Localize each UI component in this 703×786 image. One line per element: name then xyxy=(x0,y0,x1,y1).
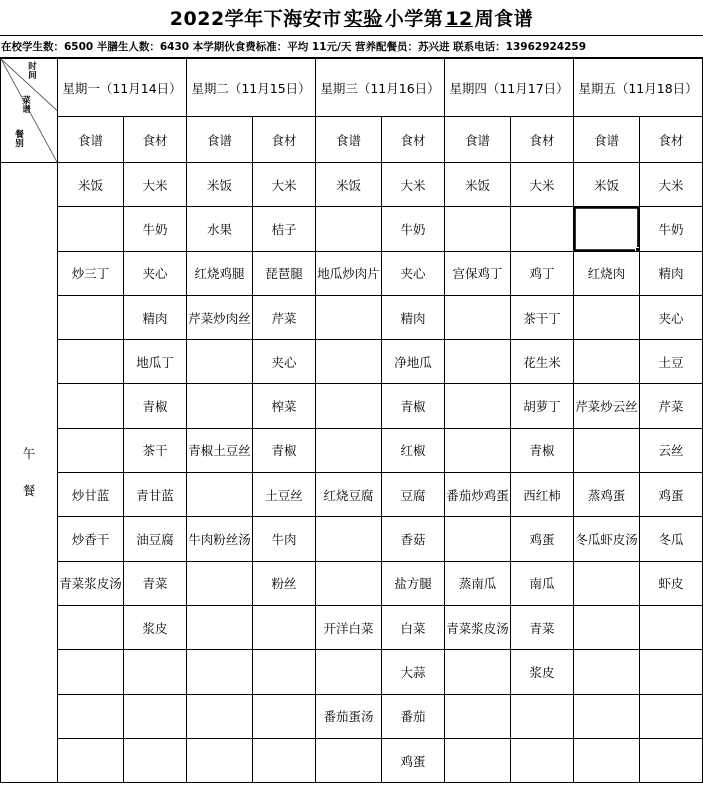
title-week-number: 12 xyxy=(445,8,473,30)
dish-cell-thu[interactable] xyxy=(445,340,511,384)
sub-header-ingredient-thu: 食材 xyxy=(511,117,574,163)
dish-cell-mon[interactable] xyxy=(58,207,124,251)
menu-row xyxy=(1,207,703,251)
ingredient-cell-fri[interactable]: 鸡蛋 xyxy=(640,473,703,517)
dish-cell-mon[interactable]: 青菜浆皮汤 xyxy=(58,561,124,605)
ingredient-cell-fri[interactable] xyxy=(640,738,703,782)
sub-header-dish-mon: 食谱 xyxy=(58,117,124,163)
ingredient-cell-wed[interactable]: 青椒 xyxy=(382,384,445,428)
menu-row xyxy=(1,650,703,694)
school-info-text: 在校学生数：6500 半膳生人数：6430 本学期伙食费标准：平均 11元/天 营养配餐员：苏兴进 联系电话：13962924259 xyxy=(1,41,587,53)
dish-cell-tue[interactable]: 牛肉粉丝汤 xyxy=(187,517,253,561)
dish-cell-mon[interactable] xyxy=(58,340,124,384)
dish-cell-thu[interactable] xyxy=(445,517,511,561)
ingredient-cell-mon[interactable]: 青椒 xyxy=(124,384,187,428)
dish-cell-fri[interactable]: 红烧肉 xyxy=(574,251,640,295)
ingredient-cell-wed[interactable]: 精肉 xyxy=(382,295,445,339)
dish-cell-wed[interactable] xyxy=(316,561,382,605)
day-header-row xyxy=(1,59,703,117)
dish-cell-thu[interactable] xyxy=(445,384,511,428)
ingredient-cell-tue[interactable]: 琵琶腿 xyxy=(253,251,316,295)
dish-cell-mon[interactable] xyxy=(58,384,124,428)
dish-cell-fri[interactable] xyxy=(574,561,640,605)
dish-cell-mon[interactable] xyxy=(58,295,124,339)
sub-header-dish-tue: 食谱 xyxy=(187,117,253,163)
menu-row xyxy=(1,163,703,207)
ingredient-cell-mon[interactable]: 浆皮 xyxy=(124,605,187,649)
dish-cell-fri[interactable] xyxy=(574,295,640,339)
day-header-wednesday: 星期三（11月16日） xyxy=(316,59,445,117)
weekly-menu-table xyxy=(0,58,703,783)
sub-header-ingredient-tue: 食材 xyxy=(253,117,316,163)
dish-cell-wed[interactable] xyxy=(316,384,382,428)
ingredient-cell-tue[interactable] xyxy=(253,605,316,649)
dish-cell-thu[interactable] xyxy=(445,694,511,738)
ingredient-cell-thu[interactable]: 花生米 xyxy=(511,340,574,384)
dish-cell-thu[interactable]: 青菜浆皮汤 xyxy=(445,605,511,649)
day-header-monday: 星期一（11月14日） xyxy=(58,59,187,117)
school-info-band xyxy=(0,36,703,58)
dish-cell-tue[interactable]: 红烧鸡腿 xyxy=(187,251,253,295)
ingredient-cell-fri[interactable]: 精肉 xyxy=(640,251,703,295)
ingredient-cell-tue[interactable]: 土豆丝 xyxy=(253,473,316,517)
ingredient-cell-tue[interactable]: 榨菜 xyxy=(253,384,316,428)
menu-row xyxy=(1,251,703,295)
dish-cell-tue[interactable] xyxy=(187,650,253,694)
dish-cell-tue[interactable] xyxy=(187,384,253,428)
ingredient-cell-thu[interactable]: 大米 xyxy=(511,163,574,207)
ingredient-cell-thu[interactable]: 青菜 xyxy=(511,605,574,649)
dish-cell-fri[interactable] xyxy=(574,207,640,251)
ingredient-cell-tue[interactable]: 芹菜 xyxy=(253,295,316,339)
dish-cell-wed[interactable] xyxy=(316,738,382,782)
ingredient-cell-fri[interactable] xyxy=(640,605,703,649)
dish-cell-wed[interactable] xyxy=(316,295,382,339)
day-header-friday: 星期五（11月18日） xyxy=(574,59,703,117)
ingredient-cell-wed[interactable]: 番茄 xyxy=(382,694,445,738)
dish-cell-tue[interactable] xyxy=(187,738,253,782)
dish-cell-wed[interactable] xyxy=(316,207,382,251)
ingredient-cell-thu[interactable] xyxy=(511,738,574,782)
dish-cell-mon[interactable]: 米饭 xyxy=(58,163,124,207)
menu-row xyxy=(1,561,703,605)
dish-cell-tue[interactable] xyxy=(187,605,253,649)
menu-row xyxy=(1,295,703,339)
dish-cell-tue[interactable] xyxy=(187,561,253,605)
title-prefix: 2022学年下海安市 xyxy=(169,8,342,30)
dish-cell-thu[interactable] xyxy=(445,295,511,339)
ingredient-cell-tue[interactable] xyxy=(253,650,316,694)
dish-cell-wed[interactable]: 红烧豆腐 xyxy=(316,473,382,517)
dish-cell-mon[interactable] xyxy=(58,650,124,694)
ingredient-cell-fri[interactable]: 牛奶 xyxy=(640,207,703,251)
title-school: 实验 xyxy=(343,8,383,30)
corner-menu-label: 菜谱 xyxy=(22,96,31,115)
ingredient-cell-thu[interactable]: 茶干丁 xyxy=(511,295,574,339)
ingredient-cell-tue[interactable]: 青椒 xyxy=(253,428,316,472)
dish-cell-mon[interactable] xyxy=(58,694,124,738)
meal-label-char-1: 午 xyxy=(22,446,36,462)
ingredient-cell-mon[interactable]: 夹心 xyxy=(124,251,187,295)
menu-row xyxy=(1,384,703,428)
dish-cell-tue[interactable]: 水果 xyxy=(187,207,253,251)
dish-cell-thu[interactable]: 番茄炒鸡蛋 xyxy=(445,473,511,517)
ingredient-cell-mon[interactable]: 青菜 xyxy=(124,561,187,605)
ingredient-cell-wed[interactable]: 白菜 xyxy=(382,605,445,649)
sub-header-dish-fri: 食谱 xyxy=(574,117,640,163)
title-suffix: 周食谱 xyxy=(474,8,534,30)
dish-cell-thu[interactable] xyxy=(445,428,511,472)
sub-header-dish-thu: 食谱 xyxy=(445,117,511,163)
day-header-tuesday: 星期二（11月15日） xyxy=(187,59,316,117)
sub-header-row xyxy=(1,117,703,163)
meal-period-label xyxy=(1,163,58,783)
dish-cell-mon[interactable] xyxy=(58,605,124,649)
ingredient-cell-fri[interactable]: 芹菜 xyxy=(640,384,703,428)
ingredient-cell-tue[interactable] xyxy=(253,694,316,738)
ingredient-cell-wed[interactable]: 鸡蛋 xyxy=(382,738,445,782)
ingredient-cell-fri[interactable]: 土豆 xyxy=(640,340,703,384)
dish-cell-wed[interactable] xyxy=(316,340,382,384)
ingredient-cell-fri[interactable] xyxy=(640,650,703,694)
dish-cell-mon[interactable]: 炒香干 xyxy=(58,517,124,561)
corner-time-label: 时间 xyxy=(28,62,37,81)
dish-cell-wed[interactable]: 米饭 xyxy=(316,163,382,207)
ingredient-cell-mon[interactable]: 大米 xyxy=(124,163,187,207)
dish-cell-mon[interactable]: 炒甘蓝 xyxy=(58,473,124,517)
dish-cell-thu[interactable]: 蒸南瓜 xyxy=(445,561,511,605)
dish-cell-tue[interactable] xyxy=(187,694,253,738)
dish-cell-mon[interactable] xyxy=(58,738,124,782)
dish-cell-fri[interactable] xyxy=(574,694,640,738)
ingredient-cell-thu[interactable]: 青椒 xyxy=(511,428,574,472)
ingredient-cell-thu[interactable] xyxy=(511,207,574,251)
ingredient-cell-wed[interactable]: 净地瓜 xyxy=(382,340,445,384)
title-middle: 小学第 xyxy=(384,8,444,30)
sheet-title-band xyxy=(0,0,703,36)
meal-label-char-2: 餐 xyxy=(22,482,36,498)
ingredient-cell-mon[interactable]: 青甘蓝 xyxy=(124,473,187,517)
corner-meal-label: 餐别 xyxy=(15,130,24,149)
sub-header-dish-wed: 食谱 xyxy=(316,117,382,163)
dish-cell-fri[interactable]: 米饭 xyxy=(574,163,640,207)
sub-header-ingredient-fri: 食材 xyxy=(640,117,703,163)
ingredient-cell-wed[interactable]: 红椒 xyxy=(382,428,445,472)
ingredient-cell-thu[interactable]: 南瓜 xyxy=(511,561,574,605)
dish-cell-fri[interactable]: 冬瓜虾皮汤 xyxy=(574,517,640,561)
ingredient-cell-thu[interactable]: 西红柿 xyxy=(511,473,574,517)
dish-cell-tue[interactable] xyxy=(187,473,253,517)
ingredient-cell-mon[interactable]: 精肉 xyxy=(124,295,187,339)
ingredient-cell-tue[interactable]: 粉丝 xyxy=(253,561,316,605)
dish-cell-thu[interactable] xyxy=(445,738,511,782)
dish-cell-wed[interactable] xyxy=(316,650,382,694)
dish-cell-thu[interactable] xyxy=(445,650,511,694)
ingredient-cell-wed[interactable]: 香菇 xyxy=(382,517,445,561)
dish-cell-wed[interactable]: 地瓜炒肉片 xyxy=(316,251,382,295)
dish-cell-wed[interactable]: 开洋白菜 xyxy=(316,605,382,649)
dish-cell-thu[interactable]: 米饭 xyxy=(445,163,511,207)
menu-row xyxy=(1,517,703,561)
ingredient-cell-mon[interactable] xyxy=(124,694,187,738)
ingredient-cell-thu[interactable]: 鸡蛋 xyxy=(511,517,574,561)
menu-row xyxy=(1,605,703,649)
dish-cell-tue[interactable]: 芹菜炒肉丝 xyxy=(187,295,253,339)
ingredient-cell-tue[interactable]: 牛肉 xyxy=(253,517,316,561)
ingredient-cell-wed[interactable]: 豆腐 xyxy=(382,473,445,517)
menu-row xyxy=(1,340,703,384)
ingredient-cell-thu[interactable] xyxy=(511,694,574,738)
ingredient-cell-mon[interactable] xyxy=(124,738,187,782)
dish-cell-thu[interactable] xyxy=(445,207,511,251)
ingredient-cell-thu[interactable]: 胡萝丁 xyxy=(511,384,574,428)
ingredient-cell-fri[interactable]: 夹心 xyxy=(640,295,703,339)
dish-cell-fri[interactable] xyxy=(574,605,640,649)
menu-table-body xyxy=(1,59,703,783)
day-header-thursday: 星期四（11月17日） xyxy=(445,59,574,117)
ingredient-cell-wed[interactable]: 牛奶 xyxy=(382,207,445,251)
ingredient-cell-mon[interactable]: 茶干 xyxy=(124,428,187,472)
ingredient-cell-wed[interactable]: 大蒜 xyxy=(382,650,445,694)
ingredient-cell-fri[interactable]: 冬瓜 xyxy=(640,517,703,561)
dish-cell-fri[interactable]: 芹菜炒云丝 xyxy=(574,384,640,428)
ingredient-cell-thu[interactable]: 浆皮 xyxy=(511,650,574,694)
dish-cell-mon[interactable]: 炒三丁 xyxy=(58,251,124,295)
ingredient-cell-wed[interactable]: 夹心 xyxy=(382,251,445,295)
menu-row xyxy=(1,473,703,517)
ingredient-cell-fri[interactable]: 虾皮 xyxy=(640,561,703,605)
dish-cell-fri[interactable] xyxy=(574,738,640,782)
ingredient-cell-mon[interactable]: 油豆腐 xyxy=(124,517,187,561)
ingredient-cell-fri[interactable] xyxy=(640,694,703,738)
sub-header-ingredient-wed: 食材 xyxy=(382,117,445,163)
dish-cell-wed[interactable] xyxy=(316,428,382,472)
menu-row xyxy=(1,428,703,472)
fill-handle[interactable] xyxy=(635,247,640,252)
ingredient-cell-fri[interactable]: 云丝 xyxy=(640,428,703,472)
ingredient-cell-tue[interactable] xyxy=(253,738,316,782)
dish-cell-mon[interactable] xyxy=(58,428,124,472)
dish-cell-tue[interactable] xyxy=(187,340,253,384)
menu-row xyxy=(1,738,703,782)
dish-cell-fri[interactable] xyxy=(574,340,640,384)
ingredient-cell-mon[interactable]: 牛奶 xyxy=(124,207,187,251)
page-title xyxy=(170,4,533,31)
ingredient-cell-mon[interactable]: 地瓜丁 xyxy=(124,340,187,384)
dish-cell-fri[interactable] xyxy=(574,428,640,472)
dish-cell-thu[interactable]: 宫保鸡丁 xyxy=(445,251,511,295)
dish-cell-fri[interactable] xyxy=(574,650,640,694)
dish-cell-wed[interactable] xyxy=(316,517,382,561)
ingredient-cell-tue[interactable]: 桔子 xyxy=(253,207,316,251)
ingredient-cell-thu[interactable]: 鸡丁 xyxy=(511,251,574,295)
sub-header-ingredient-mon: 食材 xyxy=(124,117,187,163)
ingredient-cell-wed[interactable]: 大米 xyxy=(382,163,445,207)
ingredient-cell-tue[interactable]: 夹心 xyxy=(253,340,316,384)
dish-cell-fri[interactable]: 蒸鸡蛋 xyxy=(574,473,640,517)
menu-row xyxy=(1,694,703,738)
dish-cell-tue[interactable]: 青椒土豆丝 xyxy=(187,428,253,472)
ingredient-cell-mon[interactable] xyxy=(124,650,187,694)
dish-cell-tue[interactable]: 米饭 xyxy=(187,163,253,207)
ingredient-cell-tue[interactable]: 大米 xyxy=(253,163,316,207)
dish-cell-wed[interactable]: 番茄蛋汤 xyxy=(316,694,382,738)
corner-axis-header xyxy=(1,59,58,163)
ingredient-cell-wed[interactable]: 盐方腿 xyxy=(382,561,445,605)
ingredient-cell-fri[interactable]: 大米 xyxy=(640,163,703,207)
